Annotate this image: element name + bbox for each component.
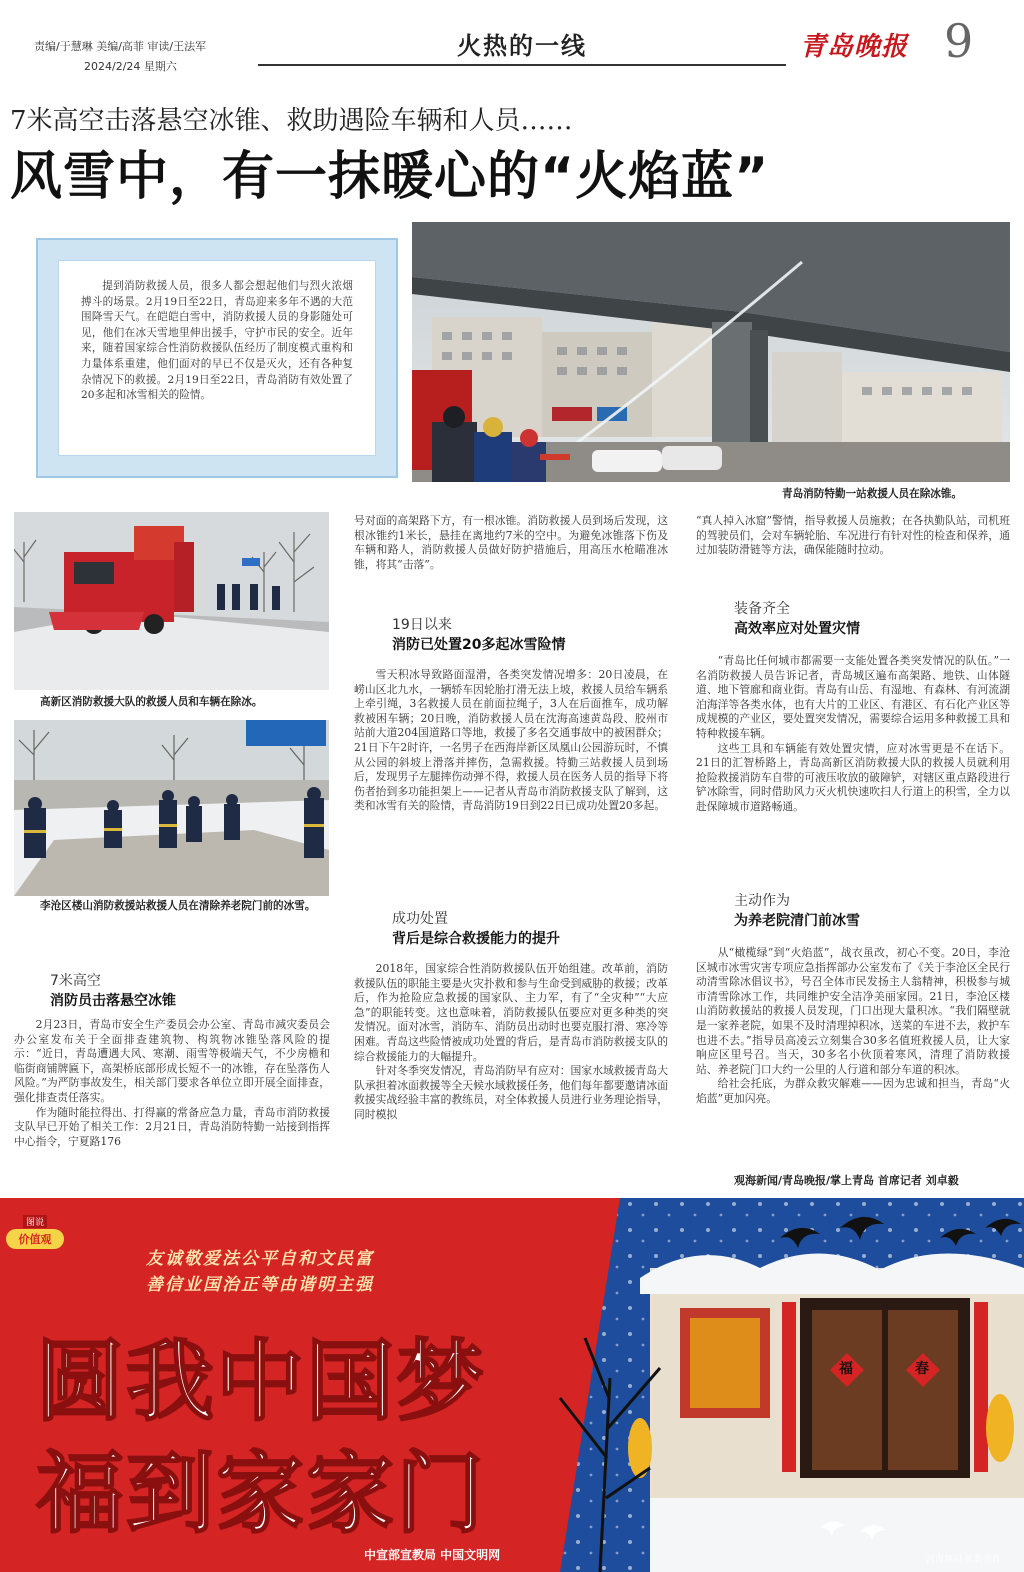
- section-proactive-title2: 为养老院清门前冰雪: [734, 913, 860, 929]
- section-7m-heading: [50, 970, 176, 1010]
- poster-sponsors: 中宣部宣教局 中国文明网: [364, 1548, 501, 1562]
- section-equipment-para2: 这些工具和车辆能有效处置灾情，应对冰雪更是不在话下。21日的汇智桥路上，青岛高新区消防救援大队的救援人员就利用抢险救援消防车自带的可液压收放的破障铲，对辖区重点路段进行铲冰除雪，同时借助风力灭火机快速吹扫人行道上的积雪，全力以赴保障城市道路畅通。: [696, 741, 1010, 813]
- column-3-bottom: [696, 946, 1010, 1107]
- section-19th-title2: 消防已处置20多起冰雪险情: [392, 637, 566, 653]
- poster-values-line2: 善信业国治正等由谐明主强: [146, 1275, 374, 1295]
- column-2-top: [354, 514, 668, 572]
- poster-door-char1: 福: [839, 1361, 853, 1377]
- section-19th-title1: 19日以来: [392, 617, 452, 633]
- column-3-mid: [696, 654, 1010, 815]
- poster-badge-top: 图说: [23, 1215, 47, 1228]
- section-7m-title1: 7米高空: [50, 973, 101, 989]
- page-number: 9: [944, 14, 974, 68]
- column-2-mid: [354, 668, 668, 814]
- column-1-text: [14, 1018, 330, 1149]
- intro-box: [36, 238, 398, 478]
- poster-values-line1: 友诚敬爱法公平自和文民富: [146, 1249, 374, 1269]
- poster-artist: 河南舞阳 张新亮作: [926, 1555, 1001, 1565]
- section-success-para1: 2018年，国家综合性消防救援队伍开始组建。改革前，消防救援队伍的职能主要是火灾扑救和参与生命受到威胁的救援；改革后，作为抢险应急救援的国家队、主力军，有了“全灾种”“大应急”的职能转变。这也意味着，消防救援队伍要应对更多种类的突发情况。面对冰雪，消防车、消防员出动时也要克服打滑、寒冷等困难。青岛这些险情被成功处置的背后，是青岛市消防救援支队的综合救援能力的大幅提升。: [354, 962, 668, 1063]
- photo-left1-caption: 高新区消防救援大队的救援人员和车辆在除冰。: [40, 696, 263, 708]
- section-19th-heading: [392, 614, 565, 654]
- section-success-title1: 成功处置: [392, 911, 448, 927]
- section-success-para2: 针对冬季突发情况，青岛消防早有应对：国家水域救援青岛大队承担着冰面救援等全天候水域救援任务，他们每年都要邀请冰面救援实战经验丰富的教练员，对全体救援人员进行业务理论指导，同时模拟: [354, 1064, 668, 1121]
- section-proactive-para2: 给社会托底，为群众救灾解难——因为忠诚和担当，青岛“火焰蓝”更加闪亮。: [696, 1077, 1010, 1105]
- poster-door-char2: 春: [915, 1361, 929, 1377]
- article-headline: 风雪中，有一抹暖心的“火焰蓝”: [10, 147, 770, 207]
- column-2-bottom: [354, 962, 668, 1123]
- section-equipment-heading: [734, 598, 860, 638]
- poster-slogan2: 福到家家门: [36, 1442, 487, 1545]
- poster-badge-main: 价值观: [6, 1229, 64, 1249]
- column-2-continuation: 号对面的高架路下方，有一根冰锥。消防救援人员到场后发现，这根冰锥约1米长，悬挂在离地约7米的空中。为避免冰锥落下伤及车辆和路人，消防救援人员做好防护措施后，用高压水枪瞄准冰锥，将其“击落”。: [354, 514, 668, 571]
- editor-credits: 责编/于慧琳 美编/高菲 审读/王法军: [34, 40, 207, 53]
- photo-ice-shoveling: [14, 720, 329, 896]
- section-equipment-title1: 装备齐全: [734, 601, 790, 617]
- poster-slogan1: 圆我中国梦: [36, 1330, 487, 1433]
- newspaper-logo: 青岛晚报: [800, 32, 909, 62]
- section-success-heading: [392, 908, 560, 948]
- photo-icicle-removal: [412, 222, 1010, 482]
- photo-snowplow-image: [14, 512, 329, 690]
- section-equipment-para1: “青岛比任何城市都需要一支能处置各类突发情况的队伍。”一名消防救援人员告诉记者，青岛城区遍布高架路、地铁、山体隧道、地下管廊和商业街。青岛有山岳、有湿地、有森林、有河流湖泊海洋等各类水体，也有大片的工业区、有港区、有石化产业区等成规模的产业区，要处置突发情况，需要综合运用多种救援工具和特种救援车辆。: [696, 654, 1010, 740]
- poster-badge: [6, 1210, 64, 1249]
- article-kicker: 7米高空击落悬空冰锥、救助遇险车辆和人员……: [10, 106, 573, 136]
- section-proactive-para1: 从“橄榄绿”到“火焰蓝”，战衣虽改，初心不变。20日，李沧区城市冰雪灾害专项应急指挥部办公室发布了《关于李沧区全民行动清雪除冰倡议书》，号召全体市民发扬主人翁精神，积极参与城市清雪除冰工作，共同维护安全洁净美丽家园。21日，李沧区楼山消防救援站的救援人员发现，门口出现大量积冰。“我们隔壁就是一家养老院，如果不及时清理掉积冰，送菜的车进不去，救护车也进不去。”指导员高凌云立刻集合30多名值班救援人员，让大家响应区里号召。当天，30多名小伙顶着寒风，清理了消防救援站、养老院门口大约一公里的人行道和部分车道的积冰。: [696, 946, 1010, 1076]
- intro-text: 提到消防救援人员，很多人都会想起他们与烈火浓烟搏斗的场景。2月19日至22日，青岛迎来多年不遇的大范围降雪天气。在皑皑白雪中，消防救援人员的身影随处可见，他们在冰天雪地里伸出援手，守护市民的安全。近年来，随着国家综合性消防救援队伍经历了制度模式重构和力量体系重建，他们面对的早已不仅是灭火，还有各种复杂情况下的救援。2月19日至22日，青岛消防有效处置了20多起和冰雪相关的险情。: [58, 260, 376, 456]
- photo-icicle-image: [412, 222, 1010, 482]
- issue-date: 2024/2/24 星期六: [84, 60, 177, 73]
- section-7m-para1: 2月23日，青岛市安全生产委员会办公室、青岛市减灾委员会办公室发布关于全面排查建筑物、构筑物冰锥坠落风险的提示：“近日，青岛遭遇大风、寒潮、雨雪等极端天气，不少房檐和临街商铺牌匾下，高架桥底部形成长短不一的冰锥，存在坠落伤人风险。”为严防事故发生，相关部门要求各单位立即开展全面排查，强化排查责任落实。: [14, 1018, 330, 1104]
- section-19th-para1: 雪天积冰导致路面湿滑，各类突发情况增多：20日凌晨，在崂山区北九水，一辆轿车因轮胎打滑无法上坡，救援人员给车辆系上牵引绳，3名救援人员在前面拉绳子，3人在后面推车，成功解救被困车辆；20日晚，消防救援人员在沈海高速黄岛段、胶州市站前大道204国道路口等地，救援了多名交通事故中的被困群众；21日下午2时许，一名男子在西海岸新区凤凰山公园游玩时，不慎从公园的斜坡上滑落并摔伤，急需救援。特勤三站救援人员到场后，发现男子左腿摔伤动弹不得，救援人员在医务人员的指导下将伤者抬到多功能担架上——记者从青岛市消防救援支队了解到，这类和冰雪有关的险情，青岛消防19日到22日已成功处置20多起。: [354, 668, 668, 813]
- column-3-top: [696, 514, 1010, 558]
- photo-left2-caption: 李沧区楼山消防救援站救援人员在清除养老院门前的冰雪。: [40, 900, 316, 912]
- section-proactive-title1: 主动作为: [734, 893, 790, 909]
- section-title: 火热的一线: [457, 31, 587, 60]
- section-7m-title2: 消防员击落悬空冰锥: [50, 993, 176, 1009]
- section-equipment-title2: 高效率应对处置灾情: [734, 621, 860, 637]
- photo-snowplow: [14, 512, 329, 690]
- values-poster: [0, 1198, 1024, 1572]
- photo-shoveling-image: [14, 720, 329, 896]
- section-7m-para2: 作为随时能拉得出、打得赢的常备应急力量，青岛市消防救援支队早已开始了相关工作：2月21日，青岛消防特勤一站接到指挥中心指令，宁夏路176: [14, 1105, 330, 1148]
- photo-main-caption: 青岛消防特勤一站救援人员在除冰锥。: [782, 488, 963, 500]
- section-success-title2: 背后是综合救援能力的提升: [392, 931, 560, 947]
- section-proactive-heading: [734, 890, 860, 930]
- column-3-continuation: “真人掉入冰窟”警情，指导救援人员施救；在各执勤队站，司机班的驾驶员们，会对车辆轮胎、车况进行有针对性的检查和保养，通过加装防滑链等方法，确保能随时拉动。: [696, 514, 1010, 557]
- section-rule: [258, 64, 786, 66]
- article-byline: 观海新闻/青岛晚报/掌上青岛 首席记者 刘卓毅: [734, 1174, 959, 1187]
